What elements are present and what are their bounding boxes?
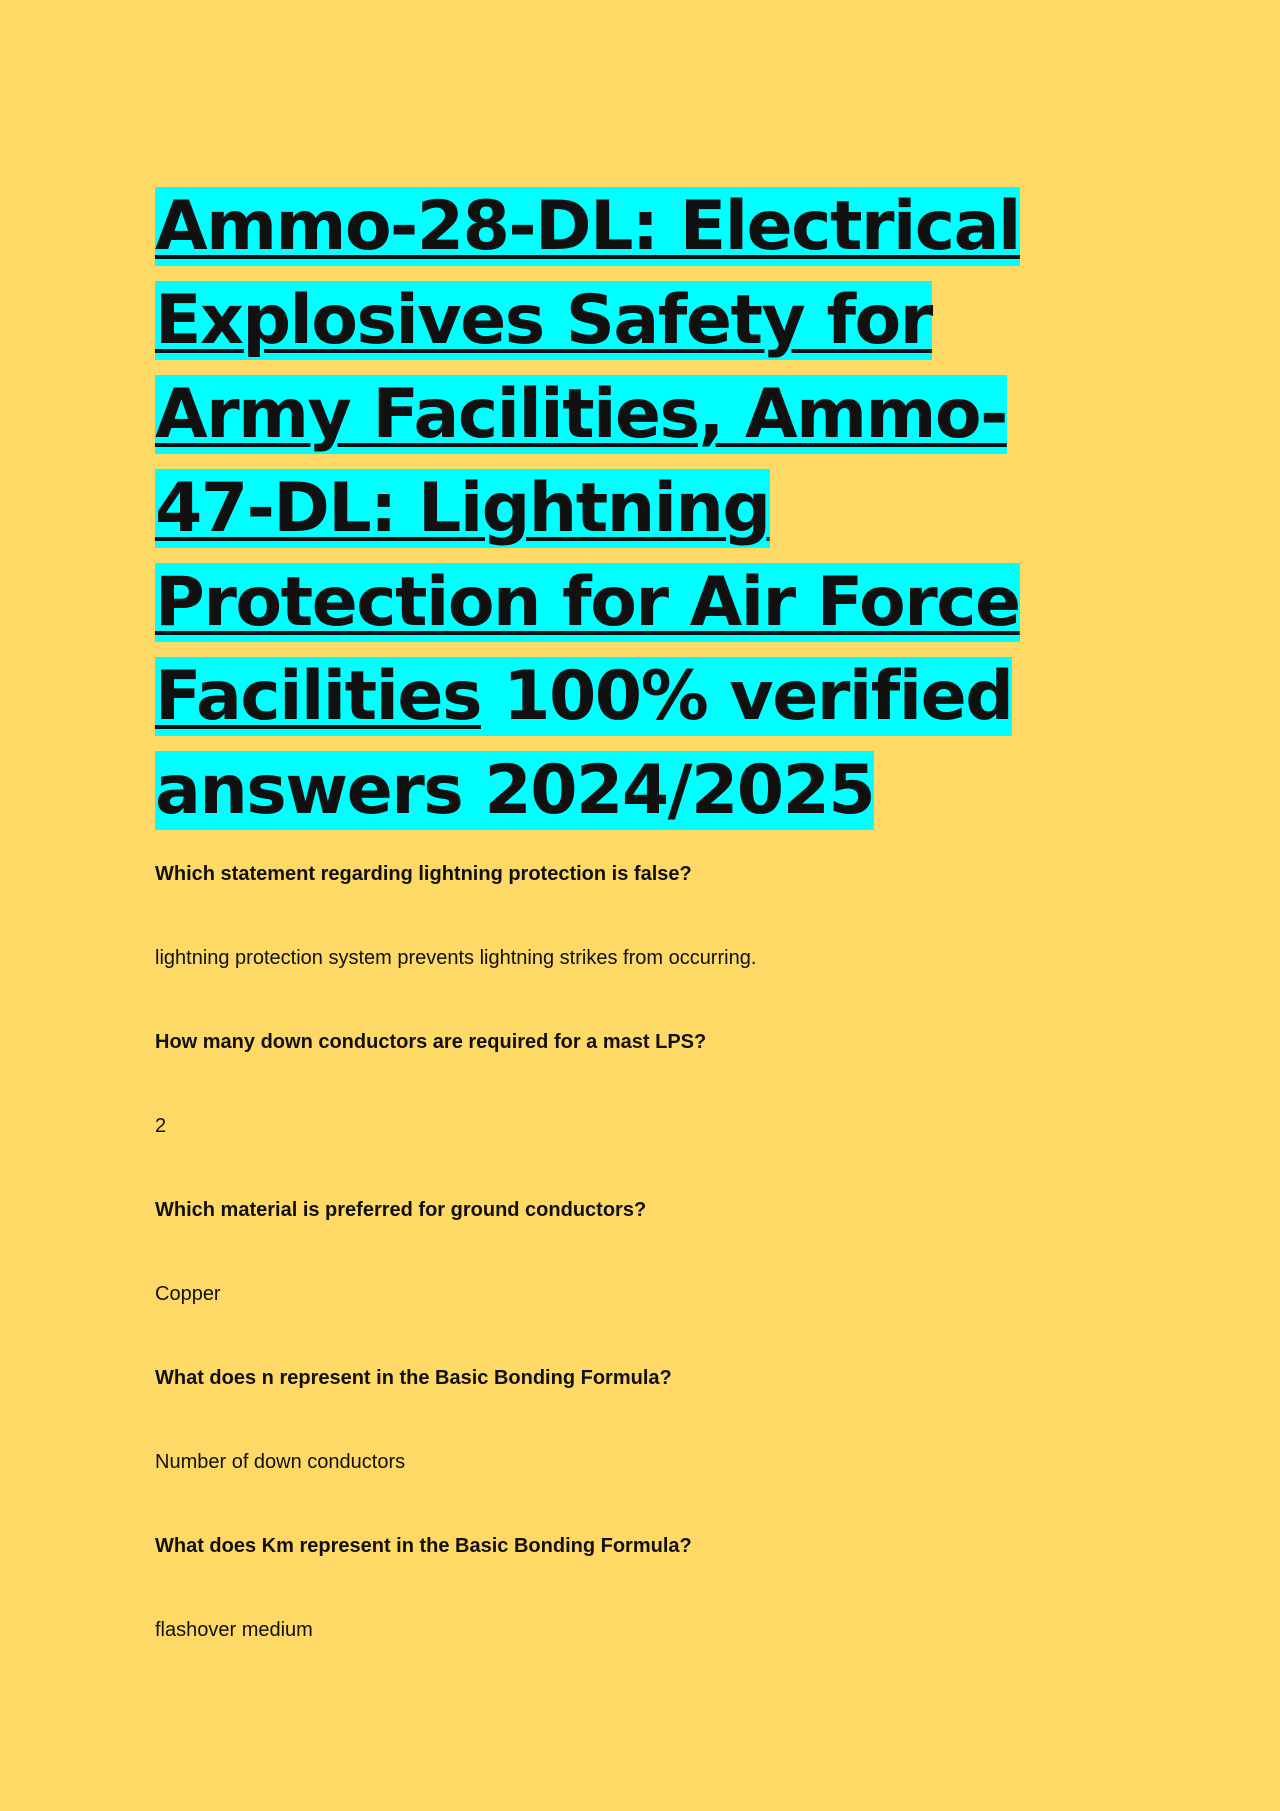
answer-text: lightning protection system prevents lightning strikes from occurring. xyxy=(155,947,757,969)
document-title-main: Ammo-28-DL: Electrical Explosives Safety for Army Facilities, Ammo-47-DL: Lightning Protection for Air Force Facilities xyxy=(155,187,1020,736)
answer-text: Number of down conductors xyxy=(155,1451,406,1473)
qa-item xyxy=(155,860,1115,972)
question-text: What does n represent in the Basic Bonding Formula? xyxy=(155,1367,672,1389)
qa-item xyxy=(155,1364,1115,1476)
question-text: Which statement regarding lightning protection is false? xyxy=(155,863,692,885)
qa-item xyxy=(155,1028,1115,1140)
question-text: How many down conductors are required for a mast LPS? xyxy=(155,1031,707,1053)
question-text: What does Km represent in the Basic Bonding Formula? xyxy=(155,1535,692,1557)
answer-text: Copper xyxy=(155,1283,221,1305)
qa-list xyxy=(155,860,1115,1644)
document-title xyxy=(155,180,1115,838)
question-text: Which material is preferred for ground conductors? xyxy=(155,1199,647,1221)
qa-item xyxy=(155,1532,1115,1644)
answer-text: 2 xyxy=(155,1115,167,1137)
document-title-suffix: 100% verified answers 2024/2025 xyxy=(155,657,1013,830)
qa-item xyxy=(155,1196,1115,1308)
answer-text: flashover medium xyxy=(155,1619,313,1641)
document-page xyxy=(155,180,1115,1700)
